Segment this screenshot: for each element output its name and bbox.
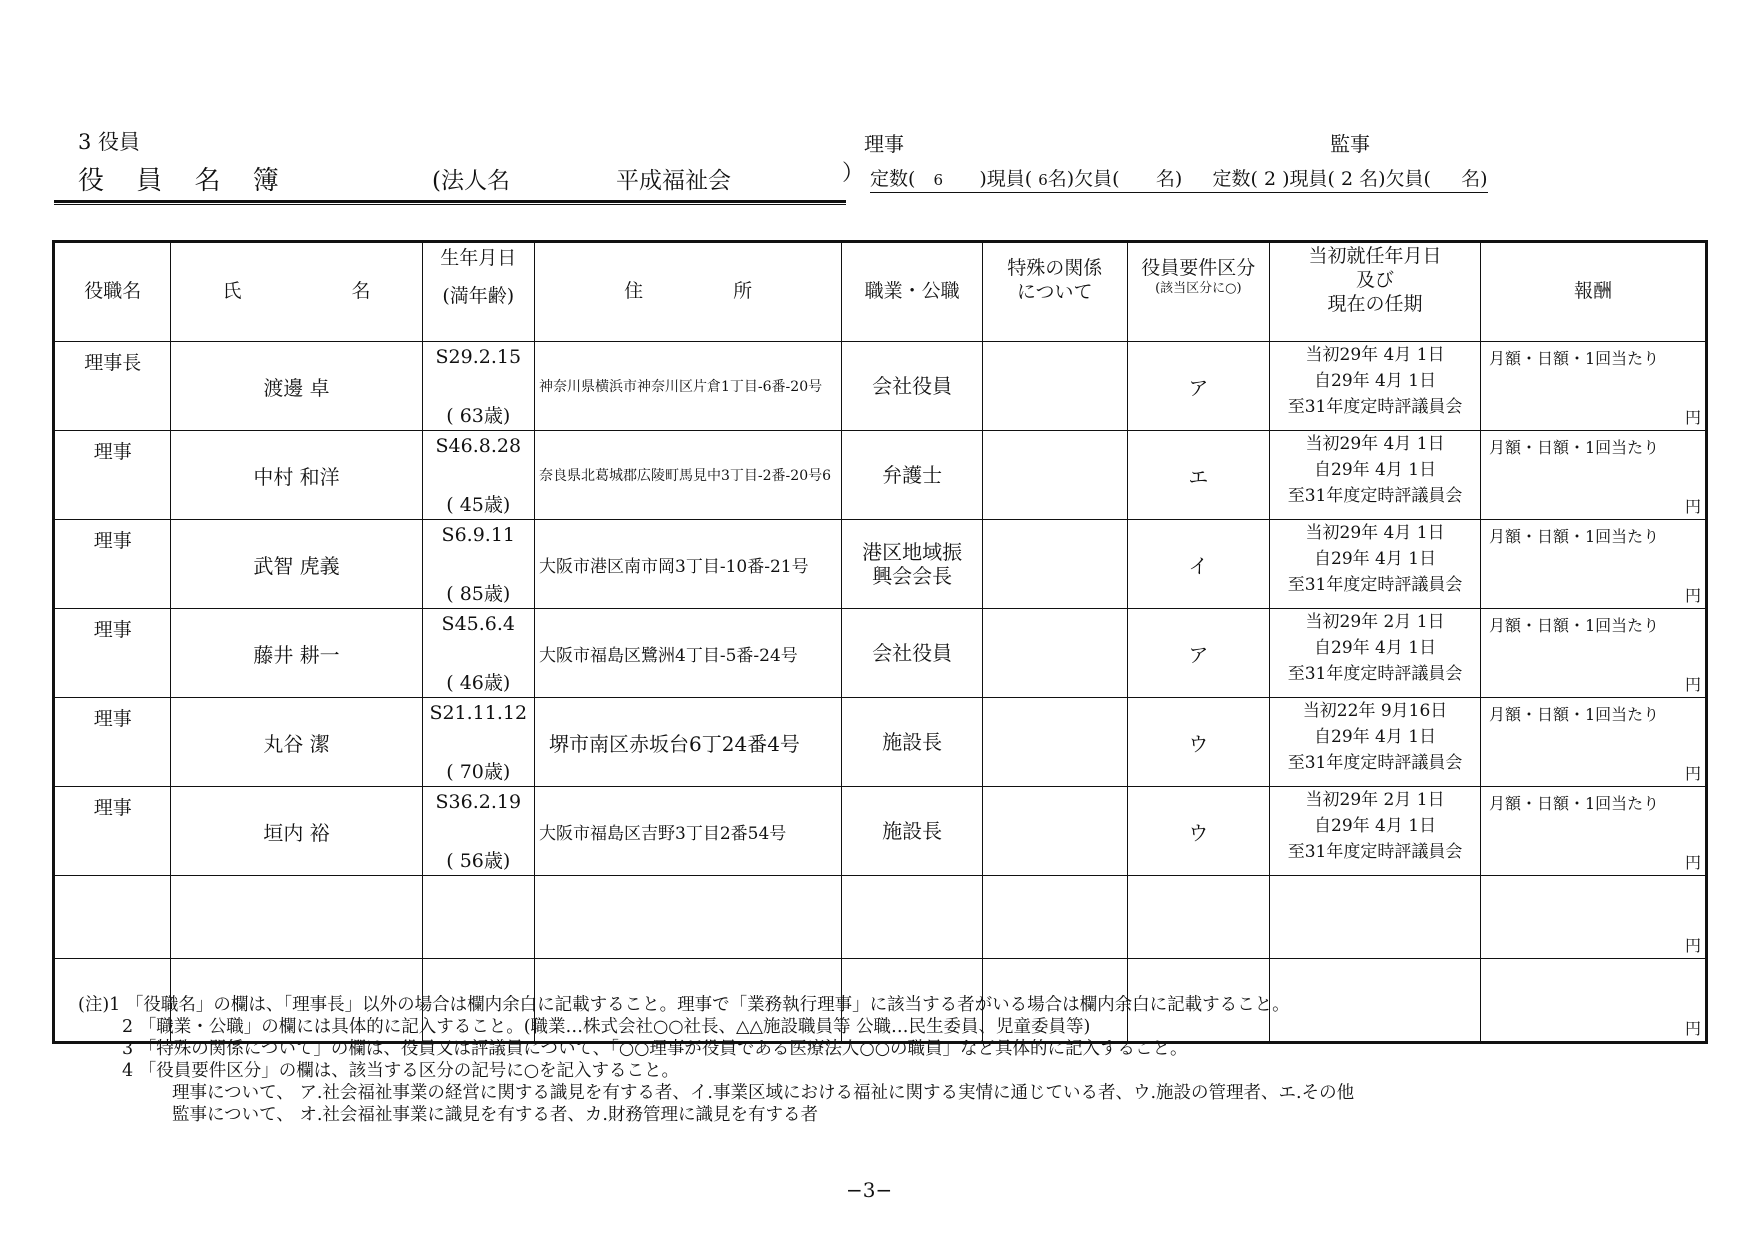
address-cell: 大阪市港区南市岡3丁目-10番-21号: [535, 520, 842, 609]
member-count-line: [870, 164, 1488, 193]
page-number: −3−: [846, 1178, 893, 1202]
term-cell: 当初29年 2月 1日 自29年 4月 1日 至31年度定時評議員会: [1270, 787, 1481, 876]
header-compensation: 報酬: [1481, 242, 1707, 342]
address-cell: 奈良県北葛城郡広陵町馬見中3丁目-2番-20号6: [535, 431, 842, 520]
term-cell: 当初29年 2月 1日 自29年 4月 1日 至31年度定時評議員会: [1270, 609, 1481, 698]
name-cell: 中村 和洋: [171, 431, 422, 520]
name-cell: 垣内 裕: [171, 787, 422, 876]
dob-cell: S36.2.19 ( 56歳): [422, 787, 534, 876]
note-4-auditors: 監事について、 オ.社会福祉事業に識見を有する者、カ.財務管理に識見を有する者: [172, 1105, 818, 1125]
job-cell: 弁護士: [842, 431, 983, 520]
auditor-current: 2: [1340, 168, 1354, 190]
address-cell: 堺市南区赤坂台6丁24番4号: [535, 698, 842, 787]
compensation-cell: 月額・日額・1回当たり 円: [1481, 520, 1707, 609]
requirement-cell: イ: [1127, 520, 1270, 609]
note-3: 3 「特殊の関係について」の欄は、役員又は評議員について、「○○理事が役員である医療法人○○の職員」など具体的に記入すること。: [122, 1039, 1188, 1059]
compensation-cell: 月額・日額・1回当たり 円: [1481, 698, 1707, 787]
table-row: [54, 520, 1707, 609]
name-cell: [171, 876, 422, 959]
job-cell: 会社役員: [842, 342, 983, 431]
roster-title: 役 員 名 簿: [78, 166, 291, 196]
term-cell: 当初29年 4月 1日 自29年 4月 1日 至31年度定時評議員会: [1270, 431, 1481, 520]
header-special-relation: 特殊の関係 について: [982, 242, 1127, 342]
name-cell: 武智 虎義: [171, 520, 422, 609]
dob-cell: S6.9.11 ( 85歳): [422, 520, 534, 609]
director-current: 6: [1038, 171, 1048, 189]
compensation-cell: 月額・日額・1回当たり 円: [1481, 342, 1707, 431]
special-relation-cell: [982, 520, 1127, 609]
compensation-cell: 月額・日額・1回当たり 円: [1481, 609, 1707, 698]
requirement-cell: ウ: [1127, 698, 1270, 787]
special-relation-cell: [982, 342, 1127, 431]
officer-roster-table: [52, 240, 1708, 1044]
position-cell: 理事長: [54, 342, 171, 431]
job-cell: 会社役員: [842, 609, 983, 698]
job-cell: 施設長: [842, 787, 983, 876]
requirement-cell: エ: [1127, 431, 1270, 520]
term-cell: 当初29年 4月 1日 自29年 4月 1日 至31年度定時評議員会: [1270, 342, 1481, 431]
note-4: 4 「役員要件区分」の欄は、該当する区分の記号に○を記入すること。: [122, 1061, 679, 1081]
corporation-label: (法人名: [432, 168, 510, 194]
table-row-blank: [54, 876, 1707, 959]
term-cell: 当初29年 4月 1日 自29年 4月 1日 至31年度定時評議員会: [1270, 520, 1481, 609]
special-relation-cell: [982, 609, 1127, 698]
corporation-bracket: ）: [842, 161, 865, 186]
dob-cell: S29.2.15 ( 63歳): [422, 342, 534, 431]
header-term: 当初就任年月日 及び 現在の任期: [1270, 242, 1481, 342]
note-4-directors: 理事について、 ア.社会福祉事業の経営に関する識見を有する者、イ.事業区域における福祉に関する実情に通じている者、ウ.施設の管理者、エ.その他: [172, 1083, 1355, 1103]
table-row: [54, 698, 1707, 787]
auditor-quota: 2: [1263, 168, 1277, 190]
header-address: 住 所: [535, 242, 842, 342]
address-cell: 大阪市福島区吉野3丁目2番54号: [535, 787, 842, 876]
section-number: 3 役員: [78, 130, 141, 154]
job-cell: 施設長: [842, 698, 983, 787]
position-cell: [54, 876, 171, 959]
dob-cell: S46.8.28 ( 45歳): [422, 431, 534, 520]
header-dob: 生年月日 (満年齢): [422, 242, 534, 342]
compensation-cell: 月額・日額・1回当たり 円: [1481, 431, 1707, 520]
header-position: 役職名: [54, 242, 171, 342]
requirement-cell: ウ: [1127, 787, 1270, 876]
table-row: [54, 342, 1707, 431]
position-cell: 理事: [54, 431, 171, 520]
title-underline: [54, 200, 846, 203]
requirement-cell: [1127, 876, 1270, 959]
corporation-name: 平成福祉会: [616, 168, 731, 194]
dob-cell: S21.11.12 ( 70歳): [422, 698, 534, 787]
special-relation-cell: [982, 431, 1127, 520]
compensation-cell: 円: [1481, 959, 1707, 1043]
special-relation-cell: [982, 876, 1127, 959]
table-header-row: [54, 242, 1707, 342]
position-cell: 理事: [54, 609, 171, 698]
note-1: (注)1 「役職名」の欄は、「理事長」以外の場合は欄内余白に記載すること。理事で「業務執行理事」に該当する者がいる場合は欄内余白に記載すること。: [78, 995, 1290, 1015]
title-underline-thin: [54, 204, 846, 205]
name-cell: 藤井 耕一: [171, 609, 422, 698]
term-cell: 当初22年 9月16日 自29年 4月 1日 至31年度定時評議員会: [1270, 698, 1481, 787]
dob-cell: [422, 876, 534, 959]
compensation-cell: 円: [1481, 876, 1707, 959]
position-cell: 理事: [54, 520, 171, 609]
compensation-cell: 月額・日額・1回当たり 円: [1481, 787, 1707, 876]
header-name: 氏 名: [171, 242, 422, 342]
dob-cell: S45.6.4 ( 46歳): [422, 609, 534, 698]
address-cell: [535, 876, 842, 959]
director-quota: 6: [933, 171, 944, 189]
header-job: 職業・公職: [842, 242, 983, 342]
requirement-cell: ア: [1127, 342, 1270, 431]
special-relation-cell: [982, 787, 1127, 876]
special-relation-cell: [982, 698, 1127, 787]
footnotes: [78, 994, 1354, 1126]
auditor-count-heading: 監事: [1330, 132, 1370, 156]
requirement-cell: ア: [1127, 609, 1270, 698]
table-row: [54, 787, 1707, 876]
term-cell: [1270, 876, 1481, 959]
header-requirement: 役員要件区分 (該当区分に○): [1127, 242, 1270, 342]
table-row: [54, 431, 1707, 520]
name-cell: 渡邊 卓: [171, 342, 422, 431]
job-cell: 港区地域振 興会会長: [842, 520, 983, 609]
address-cell: 大阪市福島区鷺洲4丁目-5番-24号: [535, 609, 842, 698]
note-2: 2 「職業・公職」の欄には具体的に記入すること。(職業…株式会社○○社長、△△施設職員等 公職…民生委員、児童委員等): [122, 1017, 1091, 1037]
address-cell: 神奈川県横浜市神奈川区片倉1丁目-6番-20号: [535, 342, 842, 431]
position-cell: 理事: [54, 787, 171, 876]
director-count-heading: 理事: [864, 132, 904, 156]
job-cell: [842, 876, 983, 959]
auditor-count: 定数( 2 )現員( 2 名)欠員( 名): [1212, 168, 1488, 190]
position-cell: 理事: [54, 698, 171, 787]
name-cell: 丸谷 潔: [171, 698, 422, 787]
table-row: [54, 609, 1707, 698]
director-count: 定数( 6 )現員( 6名)欠員( 名): [870, 168, 1183, 190]
